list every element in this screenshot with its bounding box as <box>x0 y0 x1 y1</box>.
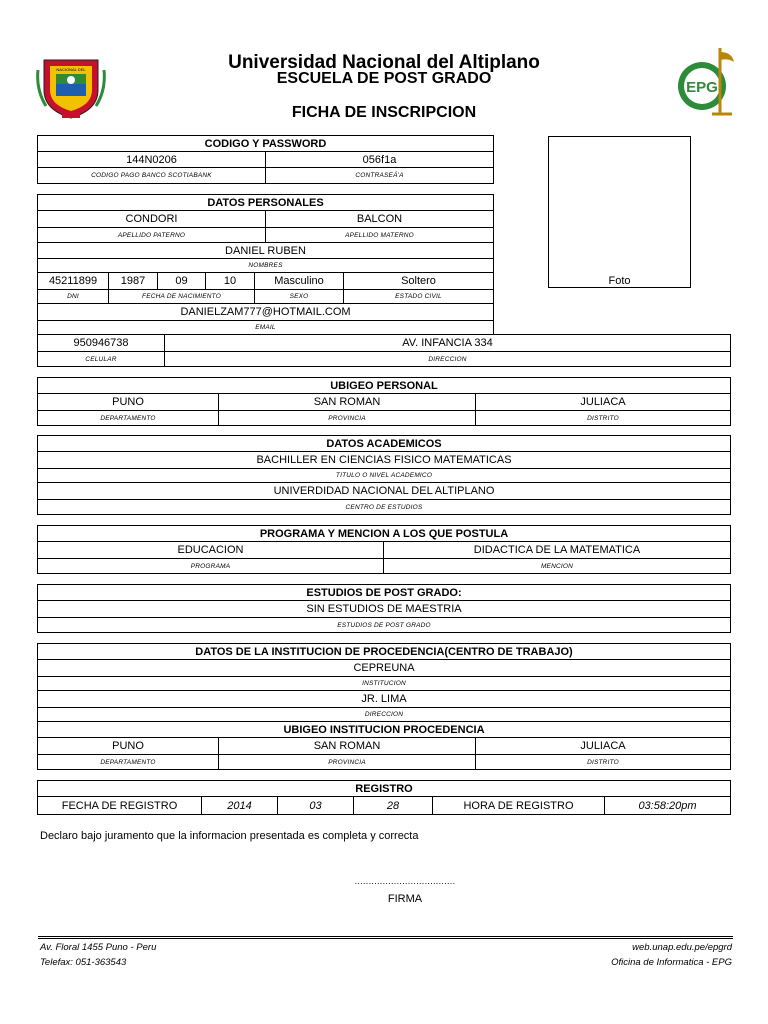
footer-telefax: Telefax: 051-363543 <box>40 957 127 968</box>
direccion-value: AV. INFANCIA 334 <box>164 334 731 352</box>
birth-month-value: 09 <box>157 272 206 290</box>
birth-year-value: 1987 <box>108 272 158 290</box>
apellido-materno-value: BALCON <box>265 210 494 228</box>
declaration-text: Declaro bajo juramento que la informacion presentada es completa y correcta <box>40 830 419 842</box>
svg-text:NACIONAL DEL: NACIONAL DEL <box>56 67 86 72</box>
registro-year: 2014 <box>201 796 278 815</box>
titulo-label: TITULO O NIVEL ACADEMICO <box>37 468 731 483</box>
apellido-paterno-value: CONDORI <box>37 210 266 228</box>
ubigeo-departamento-label: DEPARTAMENTO <box>37 410 219 426</box>
ubigeo-departamento-value: PUNO <box>37 393 219 411</box>
ubigeo-distrito-label: DISTRITO <box>475 410 731 426</box>
centro-label: CENTRO DE ESTUDIOS <box>37 499 731 515</box>
hora-registro-label: HORA DE REGISTRO <box>432 796 605 815</box>
email-value: DANIELZAM777@HOTMAIL.COM <box>37 303 494 321</box>
svg-text:EPG: EPG <box>686 79 718 96</box>
estado-civil-label: ESTADO CIVIL <box>343 289 494 304</box>
hora-registro-value: 03:58:20pm <box>604 796 731 815</box>
centro-value: UNIVERDIDAD NACIONAL DEL ALTIPLANO <box>37 482 731 500</box>
fecha-registro-label: FECHA DE REGISTRO <box>37 796 202 815</box>
academicos-title: DATOS ACADEMICOS <box>37 435 731 452</box>
mencion-value: DIDACTICA DE LA MATEMATICA <box>383 541 731 559</box>
programa-value: EDUCACION <box>37 541 384 559</box>
footer-divider <box>38 936 733 937</box>
postgrado-title: ESTUDIOS DE POST GRADO: <box>37 584 731 601</box>
celular-label: CELULAR <box>37 351 165 367</box>
ubigeo-distrito-value: JULIACA <box>475 393 731 411</box>
ubigeo-provincia-label: PROVINCIA <box>218 410 476 426</box>
programa-title: PROGRAMA Y MENCION A LOS QUE POSTULA <box>37 525 731 542</box>
programa-label: PROGRAMA <box>37 558 384 574</box>
ubigeo-institucion-title: UBIGEO INSTITUCION PROCEDENCIA <box>37 721 731 738</box>
footer-web: web.unap.edu.pe/epgrd <box>632 942 732 953</box>
mencion-label: MENCION <box>383 558 731 574</box>
photo-box <box>548 136 691 288</box>
birth-label: FECHA DE NACIMIENTO <box>108 289 255 304</box>
inst-departamento-label: DEPARTAMENTO <box>37 754 219 770</box>
celular-value: 950946738 <box>37 334 165 352</box>
registro-title: REGISTRO <box>37 780 731 797</box>
registro-month: 03 <box>277 796 354 815</box>
ubigeo-provincia-value: SAN ROMAN <box>218 393 476 411</box>
ubigeo-personal-title: UBIGEO PERSONAL <box>37 377 731 394</box>
estado-civil-value: Soltero <box>343 272 494 290</box>
postgrado-label: ESTUDIOS DE POST GRADO <box>37 617 731 633</box>
signature-line: .................................... <box>354 876 456 886</box>
postgrado-value: SIN ESTUDIOS DE MAESTRIA <box>37 600 731 618</box>
dni-label: DNI <box>37 289 109 304</box>
titulo-value: BACHILLER EN CIENCIAS FISICO MATEMATICAS <box>37 451 731 469</box>
nombres-value: DANIEL RUBEN <box>37 242 494 259</box>
codigo-section-title: CODIGO Y PASSWORD <box>37 135 494 152</box>
direccion-label: DIRECCION <box>164 351 731 367</box>
registro-day: 28 <box>353 796 433 815</box>
footer-office: Oficina de Informatica - EPG <box>611 957 732 968</box>
sexo-value: Masculino <box>254 272 344 290</box>
inst-departamento-value: PUNO <box>37 737 219 755</box>
institucion-direccion-label: DIRECCION <box>37 707 731 722</box>
inst-provincia-label: PROVINCIA <box>218 754 476 770</box>
institucion-direccion-value: JR. LIMA <box>37 690 731 708</box>
institucion-label: INSTITUCION <box>37 676 731 691</box>
footer-address: Av. Floral 1455 Puno - Peru <box>40 942 157 953</box>
form-title: FICHA DE INSCRIPCION <box>291 104 477 121</box>
inst-distrito-value: JULIACA <box>475 737 731 755</box>
university-name: Universidad Nacional del Altiplano <box>228 52 540 73</box>
email-label: EMAIL <box>37 320 494 335</box>
school-name: ESCUELA DE POST GRADO <box>276 70 492 87</box>
dni-value: 45211899 <box>37 272 109 290</box>
apellido-paterno-label: APELLIDO PATERNO <box>37 227 266 243</box>
photo-label: Foto <box>608 275 631 287</box>
inst-distrito-label: DISTRITO <box>475 754 731 770</box>
apellido-materno-label: APELLIDO MATERNO <box>265 227 494 243</box>
password-value: 056f1a <box>265 151 494 168</box>
personal-section-title: DATOS PERSONALES <box>37 194 494 211</box>
codigo-value: 144N0206 <box>37 151 266 168</box>
footer-divider-2 <box>38 938 733 939</box>
sexo-label: SEXO <box>254 289 344 304</box>
birth-day-value: 10 <box>205 272 255 290</box>
institucion-title: DATOS DE LA INSTITUCION DE PROCEDENCIA(CENTRO DE TRABAJO) <box>37 643 731 660</box>
password-label: CONTRASEÁ'A <box>265 167 494 184</box>
codigo-label: CODIGO PAGO BANCO SCOTIABANK <box>37 167 266 184</box>
signature-label: FIRMA <box>387 893 423 905</box>
institucion-value: CEPREUNA <box>37 659 731 677</box>
nombres-label: NOMBRES <box>37 258 494 273</box>
inst-provincia-value: SAN ROMAN <box>218 737 476 755</box>
